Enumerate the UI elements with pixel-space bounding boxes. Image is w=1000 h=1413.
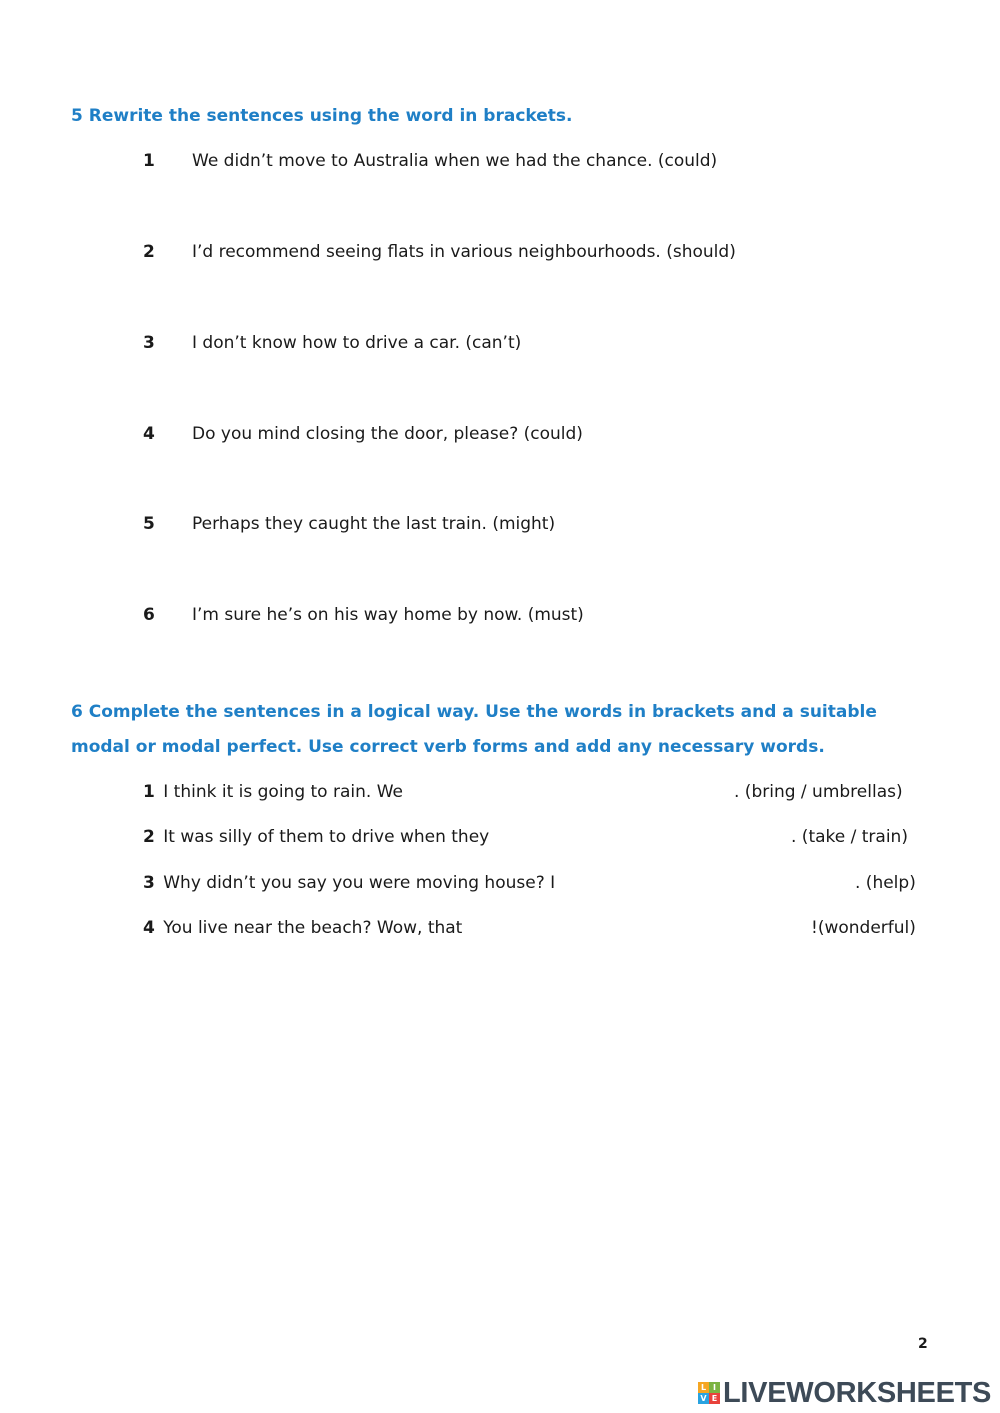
item-number: 3 [143,333,155,353]
item-sentence: We didn’t move to Australia when we had the chance. (could) [192,151,718,171]
item-sentence-start: I think it is going to rain. We [163,782,403,802]
logo-text: LIVEWORKSHEETS [723,1376,992,1409]
item-number: 2 [143,242,155,262]
item-sentence-end: !(wonderful) [811,918,916,938]
item-number: 4 [143,424,155,444]
item-number: 6 [143,605,155,625]
item-sentence: I’m sure he’s on his way home by now. (must) [192,605,584,625]
item-sentence-start: Why didn’t you say you were moving house? I [163,873,556,893]
item-number: 1 [143,151,155,171]
liveworksheets-logo-icon [698,1382,720,1404]
item-number: 5 [143,514,155,534]
exercise-6-item-1 [143,782,903,802]
item-sentence-end: . (help) [855,873,916,893]
page-number: 2 [918,1336,928,1352]
logo-icon-square: V [698,1393,709,1404]
item-number: 1 [143,782,155,802]
item-sentence: I’d recommend seeing flats in various neighbourhoods. (should) [192,242,736,262]
item-sentence-start: It was silly of them to drive when they [163,827,490,847]
exercise-6-item-4 [143,918,916,938]
logo-icon-square: I [709,1382,720,1393]
liveworksheets-logo[interactable] [698,1378,991,1408]
logo-icon-square: E [709,1393,720,1404]
exercise-5-heading: 5 Rewrite the sentences using the word in brackets. [71,106,573,126]
exercise-6-heading: 6 Complete the sentences in a logical way. Use the words in brackets and a suitable modal or modal perfect. Use correct verb forms and add any necessary words. [71,702,877,757]
item-number: 4 [143,918,155,938]
item-sentence: I don’t know how to drive a car. (can’t) [192,333,522,353]
item-sentence-end: . (take / train) [791,827,908,847]
exercise-6-item-3 [143,873,916,893]
item-sentence: Do you mind closing the door, please? (could) [192,424,583,444]
logo-icon-square: L [698,1382,709,1393]
item-number: 2 [143,827,155,847]
item-sentence: Perhaps they caught the last train. (might) [192,514,556,534]
item-sentence-start: You live near the beach? Wow, that [163,918,463,938]
item-number: 3 [143,873,155,893]
exercise-6-item-2 [143,827,908,847]
item-sentence-end: . (bring / umbrellas) [734,782,903,802]
